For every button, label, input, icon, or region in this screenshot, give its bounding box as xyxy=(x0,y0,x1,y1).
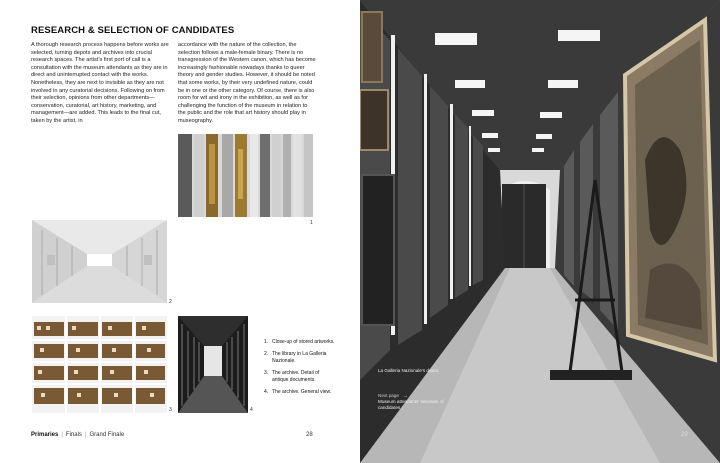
footer-breadcrumb xyxy=(31,432,124,438)
right-page xyxy=(360,0,720,463)
photo-number-1: 1 xyxy=(310,220,313,226)
body-column-2: accordance with the nature of the collection, the selection follows a male-female binary. There is no transgression of the Western canon, which has become increasingly fashionable nowadays thanks to queer theory and gender studies. However, it should be noted that some works, by their very undefined nature, could be in one or the other category. Of course, there is also room for wit and irony in the exhibition, as well as for challenging the function of the museum in relation to the public and the role that art history should play in museography. xyxy=(178,42,316,124)
caption-item xyxy=(264,389,336,395)
caption-text: The archive. Detail of antique documents. xyxy=(272,370,320,383)
depot-caption: La Galleria Nazionale’s depot. xyxy=(378,368,440,373)
caption-item xyxy=(264,351,336,364)
next-page-label: Next page xyxy=(378,393,399,398)
caption-item xyxy=(264,370,336,383)
next-page-arrow-icon: → xyxy=(402,393,408,398)
photo-number-4: 4 xyxy=(250,407,253,413)
library-image xyxy=(32,220,167,303)
next-page-text: Museum attendants’ selection of candidates. xyxy=(378,399,444,410)
footer-item-grand-finale: Grand Finale xyxy=(89,432,125,438)
caption-number: 3. xyxy=(264,370,269,377)
footer-brand: Primaries xyxy=(31,432,59,438)
photo-number-2: 2 xyxy=(169,299,172,305)
caption-number: 2. xyxy=(264,351,269,358)
caption-text: The archive. General view. xyxy=(272,389,332,396)
photo-number-3: 3 xyxy=(169,407,172,413)
caption-text: Close-up of stored artworks. xyxy=(272,339,335,345)
page-number-left: 28 xyxy=(306,432,313,438)
photo-stored-artworks xyxy=(178,134,313,217)
caption-list xyxy=(264,339,336,401)
footer-separator: | xyxy=(61,432,63,438)
footer-item-finals: Finals xyxy=(65,432,82,438)
caption-item xyxy=(264,339,336,345)
page-number-right: 29 xyxy=(681,432,688,438)
photo-library xyxy=(32,220,167,303)
archive-documents-image xyxy=(32,316,167,413)
page-title: RESEARCH & SELECTION OF CANDIDATES xyxy=(31,25,235,36)
caption-number: 4. xyxy=(264,389,269,396)
photo-archive-general xyxy=(178,316,248,413)
caption-number: 1. xyxy=(264,339,269,345)
photo-archive-documents xyxy=(32,316,167,413)
footer-separator: | xyxy=(84,432,87,438)
archive-general-image xyxy=(178,316,248,413)
next-page-note xyxy=(378,393,458,411)
caption-text: The library in La Galleria Nazionale. xyxy=(272,351,327,364)
stored-artworks-image xyxy=(178,134,313,217)
body-column-1: A thorough research process happens before works are selected, turning depots and archives into crucial research spaces. The artist’s first port of call is a consultation with the museum attendants as they are in direct and uninterrupted contact with the works. Nonetheless, they are next to invisible as they are not involved in any curatorial decisions. Following on from their selection, opinions from other departments—conservation, curatorial, art history, marketing, and management—are added. This leads to the final cut, taken by the artist, in xyxy=(31,42,169,124)
